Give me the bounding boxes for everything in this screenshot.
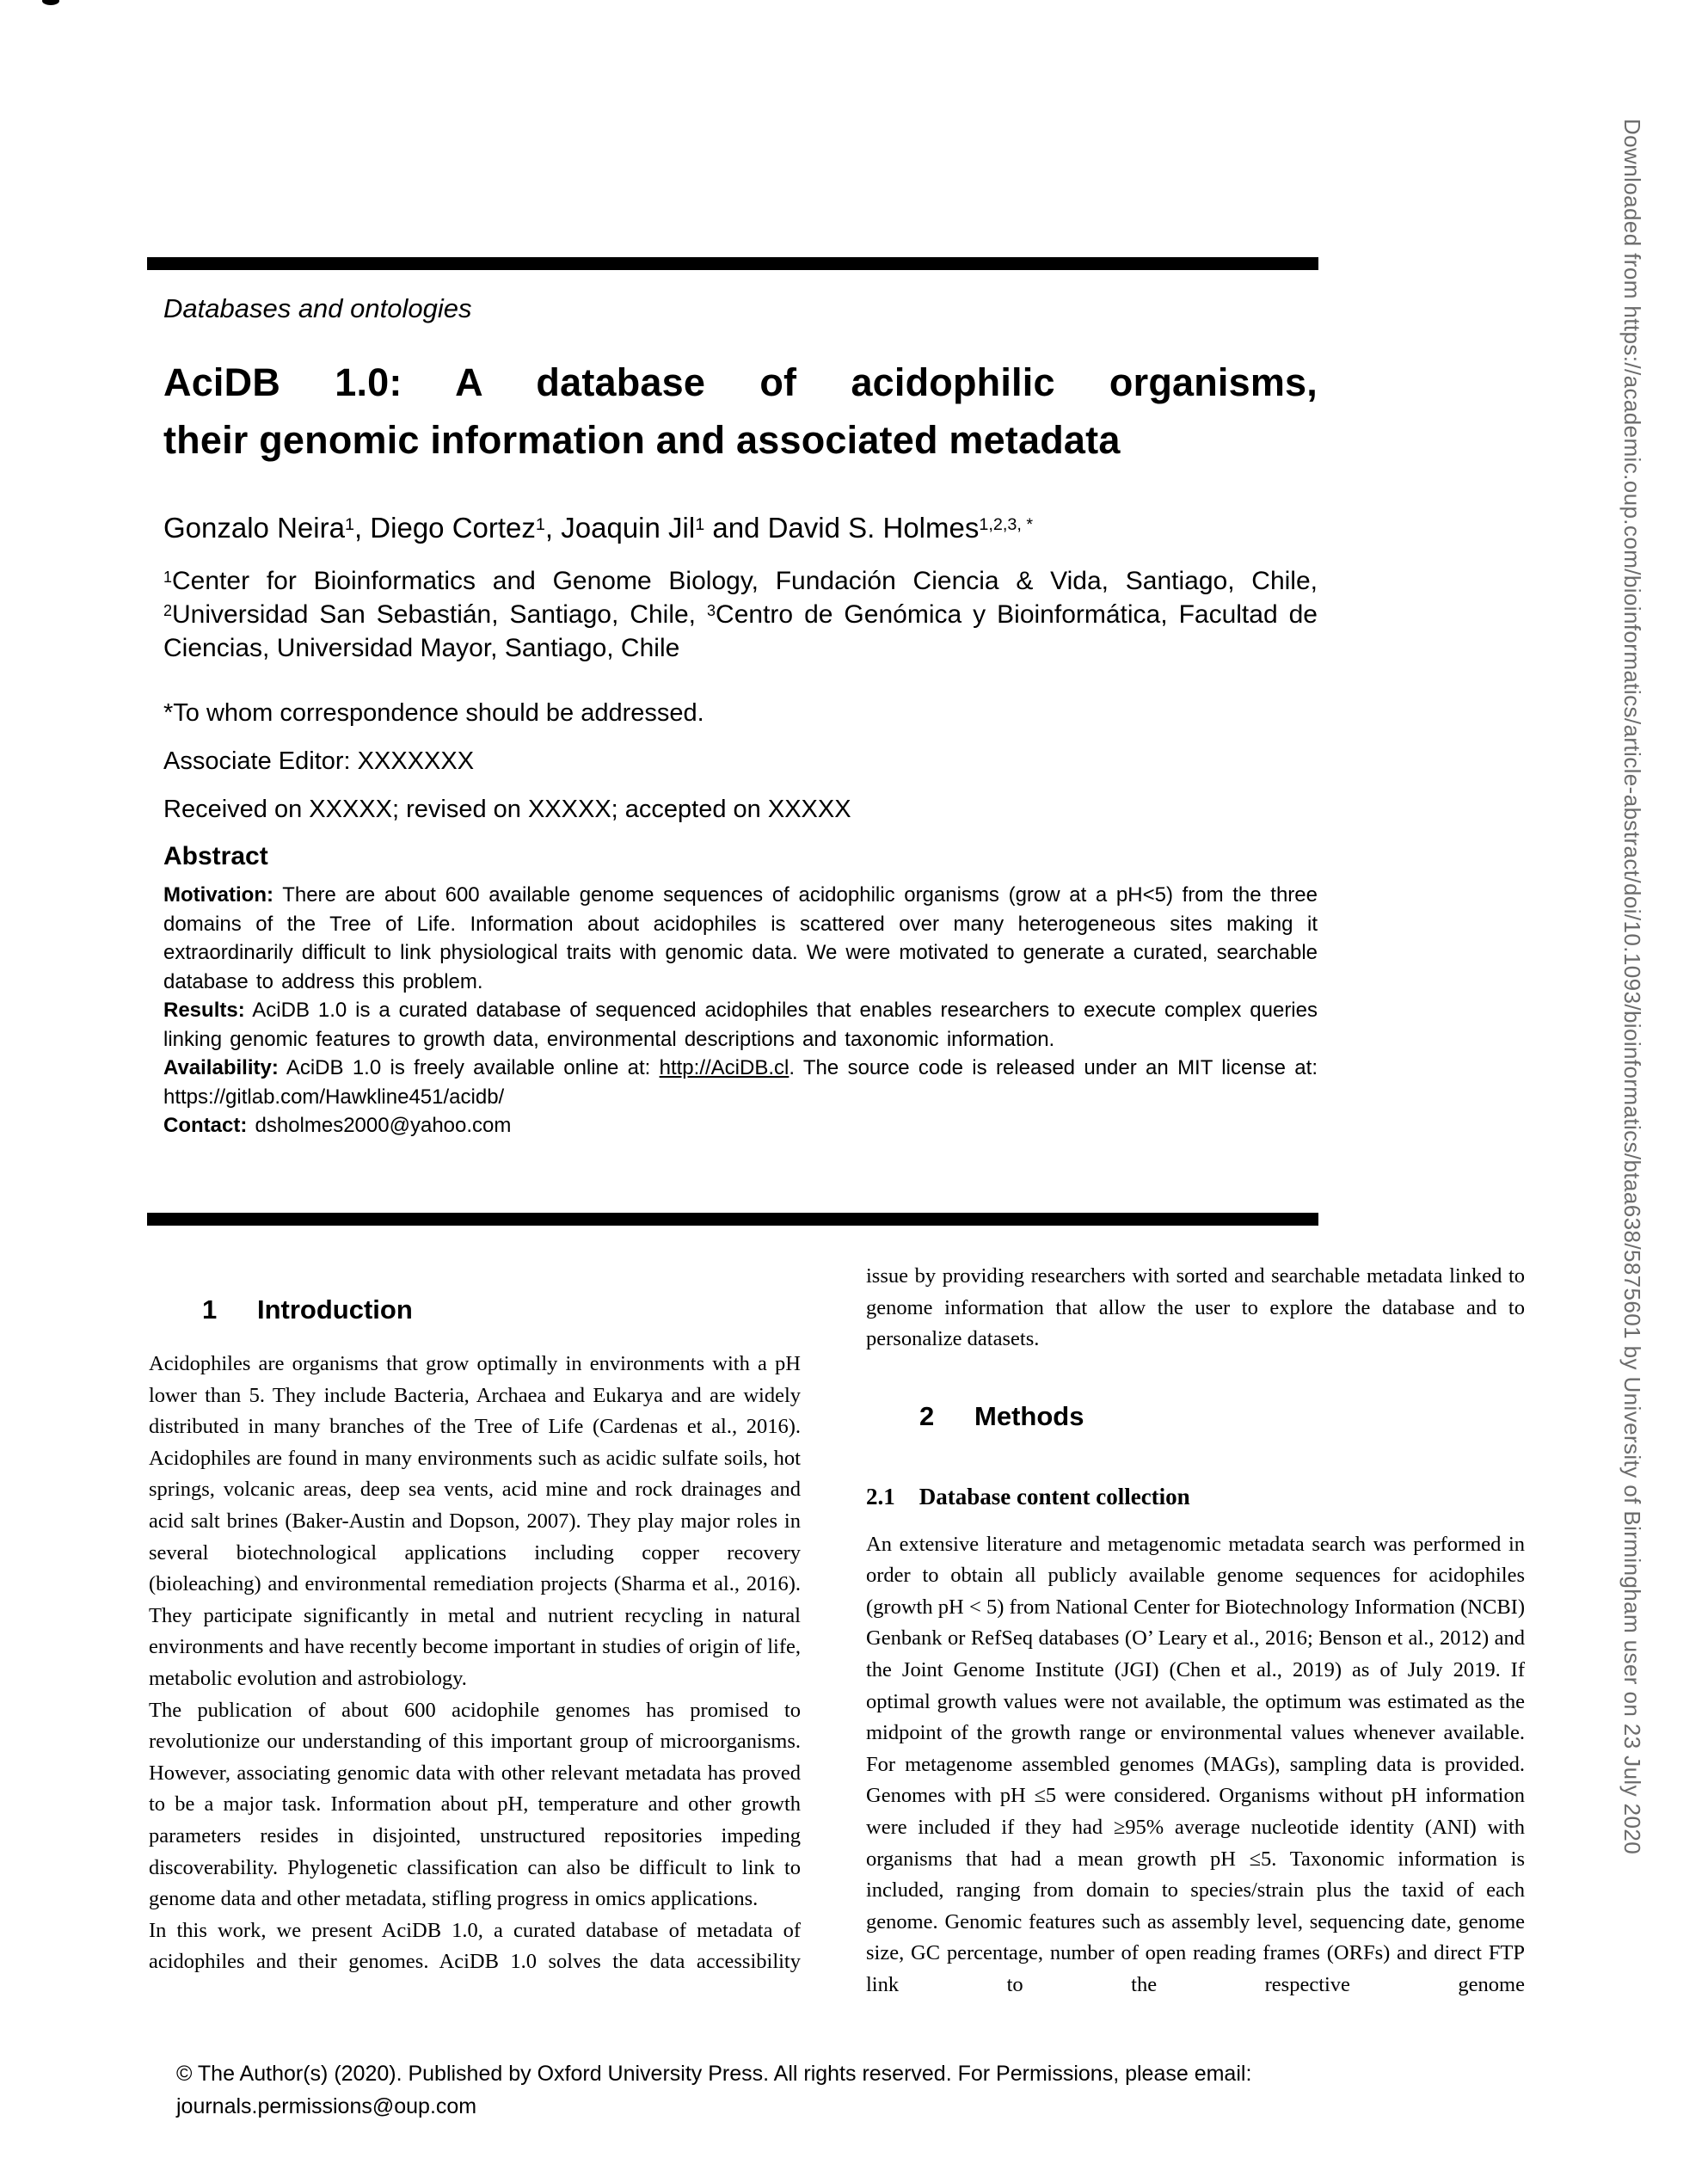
text-segment: and David S. Holmes (704, 512, 980, 544)
text-segment: 2 (163, 601, 173, 619)
methods-subsection-heading (866, 1485, 1525, 1510)
article-title-line1: AciDB 1.0: A database of acidophilic organisms, (163, 360, 1318, 404)
subsection-title: Database content collection (919, 1483, 1190, 1509)
text-segment: . The source code is released under an MIT license at: https://gitlab.com/Hawkline451/acidb/ (163, 1056, 1318, 1109)
text-segment: 1 (535, 515, 545, 535)
text-segment: AciDB 1.0 is freely available online at: (278, 1056, 660, 1079)
text-segment: Results: (163, 999, 245, 1022)
introduction-paragraph-3: In this work, we present AciDB 1.0, a curated database of metadata of acidophiles and their genomes. AciDB 1.0 solves the data accessibility (149, 1918, 801, 1974)
introduction-heading (149, 1295, 801, 1325)
download-watermark-note: Downloaded from https://academic.oup.com/bioinformatics/article-abstract/doi/10.1093/bioinformatics/btaa638/5875601 by University of Birmingham user on 23 July 2020 (1619, 119, 1645, 1855)
text-segment: AciDB 1.0 is a curated database of sequenced acidophiles that enables researchers to execute complex queries linking genomic features to growth data, environmental descriptions and taxonomic information. (163, 999, 1318, 1051)
copyright-line2: journals.permissions@oup.com (176, 2094, 477, 2118)
copyright-line1: © The Author(s) (2020). Published by Oxford University Press. All rights reserved. For Permissions, please email: (176, 2062, 1252, 2086)
introduction-continuation-paragraph: issue by providing researchers with sorted and searchable metadata linked to genome information that allow the user to explore the database and to personalize datasets. (866, 1264, 1525, 1351)
article-category: Databases and ontologies (163, 293, 472, 323)
article-title (163, 353, 1318, 469)
subsection-number: 2.1 (866, 1483, 895, 1509)
text-segment: 1,2,3, * (979, 515, 1034, 535)
section-title: Introduction (257, 1294, 413, 1325)
text-segment: Availability: (163, 1056, 279, 1079)
correspondence-note: *To whom correspondence should be addressed. (163, 699, 704, 727)
methods-paragraph: An extensive literature and metagenomic metadata search was performed in order to obtain all publicly available genome sequences for acidophiles (growth pH < 5) from National Center for Biotechnology Information (NCBI) Genbank or RefSeq databases (O’ Leary et al., 2016; Benson et al., 2012) and the Joint Genome Institute (JGI) (Chen et al., 2019) as of July 2019. If optimal growth values were not available, the optimum was estimated as the midpoint of the growth range or environmental values whenever available. For metagenome assembled genomes (MAGs), sampling data is provided. Genomes with pH ≤5 were considered. Organisms without pH information were included if they had ≥95% average nucleotide identity (ANI) with organisms that had a mean growth pH ≤5. Taxonomic information is included, ranging from domain to species/strain plus the taxid of each genome. Genomic features such as assembly level, sequencing date, genome size, GC percentage, number of open reading frames (ORFs) and direct FTP link to the respective genome (866, 1532, 1525, 1996)
bottom-rule (147, 1213, 1318, 1226)
text-segment: , Diego Cortez (353, 512, 536, 544)
section-number: 1 (202, 1294, 218, 1325)
article-title-line2: their genomic information and associated metadata (163, 418, 1121, 462)
text-segment: Contact: (163, 1114, 248, 1137)
methods-heading (866, 1402, 1525, 1431)
text-segment: Universidad San Sebastián, Santiago, Chile, (172, 600, 708, 629)
text-segment: dsholmes2000@yahoo.com (247, 1114, 512, 1137)
received-dates-line: Received on XXXXX; revised on XXXXX; accepted on XXXXX (163, 796, 851, 823)
authors-line (163, 512, 1033, 544)
acidb-url-link[interactable]: http://AciDB.cl (659, 1056, 789, 1079)
abstract-body (163, 881, 1318, 1140)
text-segment: 3 (707, 601, 716, 619)
scan-artifact (42, 0, 59, 5)
abstract-availability-paragraph (163, 1054, 1318, 1111)
abstract-contact-paragraph (163, 1111, 1318, 1140)
top-rule (147, 257, 1318, 270)
copyright-footer (176, 2057, 1406, 2123)
text-segment: Centro de Genómica y Bioinformática, Facultad de Ciencias, Universidad Mayor, Santiago, Chile (163, 600, 1318, 662)
section-title: Methods (974, 1400, 1084, 1431)
text-segment: Motivation: (163, 883, 273, 907)
left-column (149, 1261, 801, 1978)
text-segment: 1 (163, 568, 173, 586)
text-segment: 1 (695, 515, 705, 535)
associate-editor-line: Associate Editor: XXXXXXX (163, 747, 475, 775)
text-segment: 1 (344, 515, 354, 535)
abstract-motivation-paragraph (163, 881, 1318, 996)
right-column (866, 1261, 1525, 2001)
abstract-results-paragraph (163, 996, 1318, 1054)
text-segment: Gonzalo Neira (163, 512, 345, 544)
text-segment: Center for Bioinformatics and Genome Biology, Fundación Ciencia & Vida, Santiago, Chile, (172, 567, 1318, 595)
affiliations (163, 564, 1318, 665)
introduction-paragraph-1: Acidophiles are organisms that grow optimally in environments with a pH lower than 5. They include Bacteria, Archaea and Eukarya and are widely distributed in many branches of the Tree of Life (Cardenas et al., 2016). Acidophiles are found in many environments such as acidic sulfate soils, hot springs, volcanic areas, deep sea vents, acid mine and rock drainages and acid salt brines (Baker-Austin and Dopson, 2007). They play major roles in several biotechnological applications including copper recovery (bioleaching) and environmental remediation projects (Sharma et al., 2016). They participate significantly in metal and nutrient recycling in natural environments and have recently become important in studies of origin of life, metabolic evolution and astrobiology. (149, 1352, 801, 1691)
section-number: 2 (919, 1400, 935, 1431)
text-segment: , Joaquin Jil (544, 512, 696, 544)
abstract-heading: Abstract (163, 842, 268, 870)
introduction-paragraph-2: The publication of about 600 acidophile genomes has promised to revolutionize our understanding of this important group of microorganisms. However, associating genomic data with other relevant metadata has proved to be a major task. Information about pH, temperature and other growth parameters resides in disjointed, unstructured repositories impeding discoverability. Phylogenetic classification can also be difficult to link to genome data and other metadata, stifling progress in omics applications. (149, 1698, 801, 1911)
text-segment: There are about 600 available genome sequences of acidophilic organisms (grow at a pH<5) from the three domains of the Tree of Life. Information about acidophiles is scattered over many heterogeneous sites making it extraordinarily difficult to link physiological traits with genomic data. We were motivated to generate a curated, searchable database to address this problem. (163, 883, 1318, 993)
